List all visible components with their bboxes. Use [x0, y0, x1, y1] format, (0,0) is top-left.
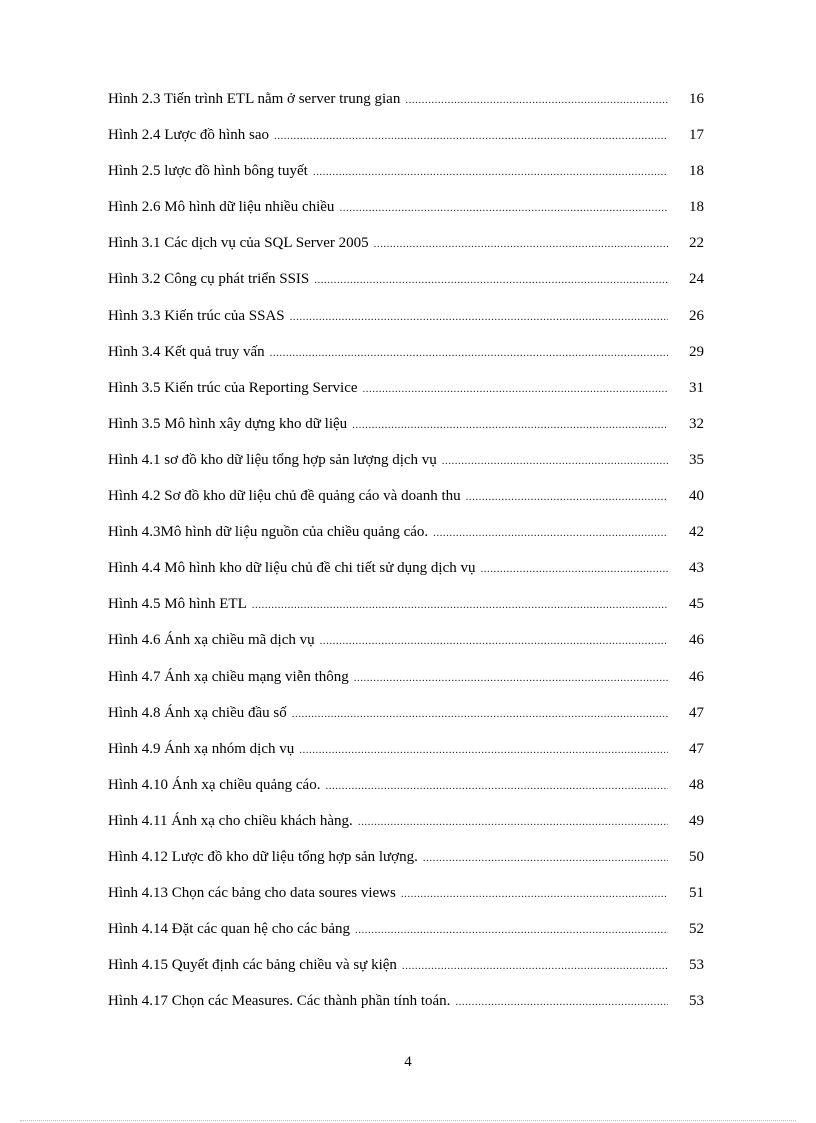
toc-entry — [108, 811, 704, 847]
toc-entry-page: 43 — [689, 560, 704, 577]
toc-entry-label: Hình 4.17 Chọn các Measures. Các thành phần tính toán. — [108, 993, 451, 1010]
toc-entry-label: Hình 3.4 Kết quả truy vấn — [108, 343, 265, 360]
toc-entry-label: Hình 4.15 Quyết định các bảng chiều và sự kiện — [108, 957, 397, 974]
toc-entry — [108, 991, 704, 1027]
toc-entry — [108, 414, 704, 450]
toc-entry-page: 42 — [689, 524, 704, 541]
dot-leader — [401, 884, 668, 904]
dot-leader — [299, 740, 668, 760]
toc-entry-page: 32 — [689, 415, 704, 432]
dot-leader — [466, 487, 668, 507]
toc-entry-page: 24 — [689, 271, 704, 288]
dot-leader — [423, 848, 668, 868]
toc-entry-page: 46 — [689, 632, 704, 649]
toc-entry — [108, 739, 704, 775]
toc-entry-page: 31 — [689, 379, 704, 396]
toc-entry-label: Hình 4.7 Ánh xạ chiều mạng viễn thông — [108, 668, 349, 685]
toc-entry-label: Hình 2.3 Tiến trình ETL nằm ở server trung gian — [108, 91, 401, 107]
toc-entry — [108, 847, 704, 883]
toc-entry-page: 16 — [689, 91, 704, 107]
toc-entry-page: 52 — [689, 921, 704, 938]
toc-entry-label: Hình 4.10 Ánh xạ chiều quảng cáo. — [108, 776, 321, 793]
dot-leader — [358, 812, 668, 832]
toc-entry — [108, 667, 704, 703]
toc-entry — [108, 197, 704, 233]
toc-entry-label: Hình 4.11 Ánh xạ cho chiều khách hàng. — [108, 812, 353, 829]
toc-entry-label: Hình 4.3Mô hình dữ liệu nguồn của chiều quảng cáo. — [108, 524, 429, 541]
toc-entry-label: Hình 2.4 Lược đồ hình sao — [108, 127, 270, 144]
toc-entry — [108, 125, 704, 161]
toc-entry-page: 45 — [689, 596, 704, 613]
toc-entry-label: Hình 3.5 Mô hình xây dựng kho dữ liệu — [108, 415, 348, 432]
list-of-figures — [108, 89, 704, 1027]
toc-entry-page: 18 — [689, 163, 704, 180]
dot-leader — [270, 343, 668, 363]
toc-entry-label: Hình 2.5 lược đồ hình bông tuyết — [108, 163, 308, 180]
toc-entry — [108, 522, 704, 558]
toc-entry-label: Hình 3.5 Kiến trúc của Reporting Service — [108, 379, 358, 396]
toc-entry-label: Hình 4.4 Mô hình kho dữ liệu chủ đề chi tiết sử dụng dịch vụ — [108, 560, 476, 577]
dot-leader — [325, 776, 668, 796]
toc-entry — [108, 883, 704, 919]
toc-entry-label: Hình 4.13 Chọn các bảng cho data soures views — [108, 885, 396, 902]
toc-entry-label: Hình 4.1 sơ đồ kho dữ liệu tổng hợp sản lượng dịch vụ — [108, 451, 437, 468]
toc-entry-page: 47 — [689, 704, 704, 721]
dot-leader — [314, 270, 668, 290]
dot-leader — [374, 234, 668, 254]
toc-entry-page: 35 — [689, 451, 704, 468]
dot-leader — [339, 198, 668, 218]
dot-leader — [290, 307, 668, 327]
toc-entry — [108, 306, 704, 342]
toc-entry-page: 17 — [689, 127, 704, 144]
toc-entry-label: Hình 4.2 Sơ đồ kho dữ liệu chủ đề quảng cáo và doanh thu — [108, 488, 461, 505]
toc-entry-page: 40 — [689, 488, 704, 505]
toc-entry — [108, 161, 704, 197]
dot-leader — [402, 956, 668, 976]
toc-entry — [108, 450, 704, 486]
dot-leader — [313, 162, 668, 182]
dot-leader — [320, 631, 668, 651]
dot-leader — [355, 920, 668, 940]
toc-entry-page: 53 — [689, 957, 704, 974]
toc-entry-page: 46 — [689, 668, 704, 685]
dot-leader — [292, 704, 668, 724]
toc-entry-page: 47 — [689, 740, 704, 757]
toc-entry — [108, 558, 704, 594]
toc-entry-label: Hình 4.12 Lược đồ kho dữ liệu tổng hợp sản lượng. — [108, 848, 418, 865]
toc-entry — [108, 378, 704, 414]
page-bottom-border — [20, 1120, 796, 1121]
toc-entry-page: 49 — [689, 812, 704, 829]
toc-entry-page: 48 — [689, 776, 704, 793]
toc-entry-label: Hình 4.5 Mô hình ETL — [108, 596, 247, 613]
toc-entry-page: 53 — [689, 993, 704, 1010]
toc-entry-label: Hình 4.14 Đặt các quan hệ cho các bảng — [108, 921, 350, 938]
toc-entry-label: Hình 3.1 Các dịch vụ của SQL Server 2005 — [108, 235, 369, 252]
page-number: 4 — [404, 1054, 412, 1070]
toc-entry — [108, 89, 704, 125]
toc-entry-page: 51 — [689, 885, 704, 902]
toc-entry-label: Hình 3.2 Công cụ phát triển SSIS — [108, 271, 310, 288]
dot-leader — [352, 415, 668, 435]
toc-entry — [108, 955, 704, 991]
dot-leader — [363, 379, 668, 399]
toc-entry — [108, 919, 704, 955]
dot-leader — [455, 992, 668, 1012]
toc-entry-label: Hình 4.9 Ánh xạ nhóm dịch vụ — [108, 740, 295, 757]
dot-leader — [405, 90, 668, 110]
toc-entry — [108, 703, 704, 739]
toc-entry — [108, 775, 704, 811]
toc-entry-page: 50 — [689, 848, 704, 865]
toc-entry-label: Hình 2.6 Mô hình dữ liệu nhiều chiều — [108, 199, 335, 216]
toc-entry-page: 29 — [689, 343, 704, 360]
toc-entry — [108, 269, 704, 305]
toc-entry-page: 26 — [689, 307, 704, 324]
toc-entry — [108, 233, 704, 269]
dot-leader — [480, 559, 668, 579]
dot-leader — [354, 668, 668, 688]
dot-leader — [274, 126, 668, 146]
toc-entry — [108, 630, 704, 666]
toc-entry-page: 18 — [689, 199, 704, 216]
toc-entry-page: 22 — [689, 235, 704, 252]
toc-entry — [108, 486, 704, 522]
toc-entry-label: Hình 4.8 Ánh xạ chiều đầu số — [108, 704, 287, 721]
toc-entry — [108, 342, 704, 378]
toc-entry-label: Hình 4.6 Ánh xạ chiều mã dịch vụ — [108, 632, 315, 649]
dot-leader — [252, 595, 668, 615]
toc-entry — [108, 594, 704, 630]
dot-leader — [442, 451, 668, 471]
dot-leader — [433, 523, 668, 543]
toc-entry-label: Hình 3.3 Kiến trúc của SSAS — [108, 307, 285, 324]
